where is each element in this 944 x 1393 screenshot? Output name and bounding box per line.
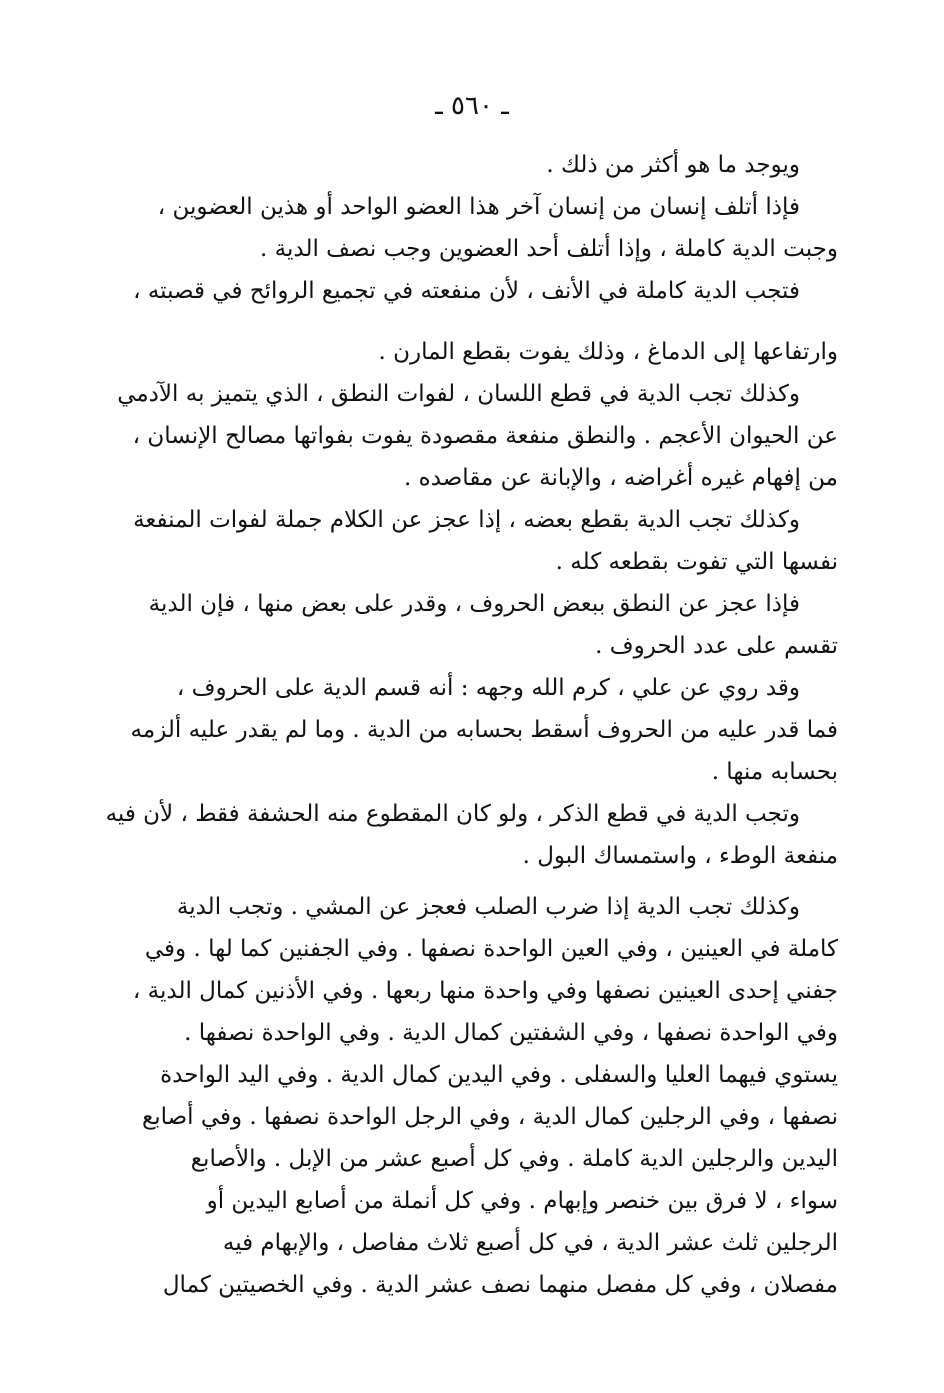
text-block-top [102, 144, 838, 312]
text-line: منفعة الوطء ، واستمساك البول . [522, 843, 838, 869]
text-line: نصفها ، وفي الرجلين كمال الدية ، وفي الرجل الواحدة نصفها . وفي أصابع [141, 1104, 838, 1130]
text-line: وتجب الدية في قطع الذكر ، ولو كان المقطوع منه الحشفة فقط ، لأن فيه [105, 801, 800, 827]
text-line: الرجلين ثلث عشر الدية ، في كل أصبع ثلاث مفاصل ، والإبهام فيه [222, 1230, 838, 1256]
text-line: نفسها التي تفوت بقطعه كله . [555, 549, 838, 575]
text-line: تقسم على عدد الحروف . [595, 633, 838, 659]
text-line: ويوجد ما هو أكثر من ذلك . [546, 152, 800, 178]
text-line: وفي الواحدة نصفها ، وفي الشفتين كمال الدية . وفي الواحدة نصفها . [184, 1020, 838, 1046]
text-line: جفني إحدى العينين نصفها وفي واحدة منها ربعها . وفي الأذنين كمال الدية ، [132, 978, 838, 1004]
text-line: كاملة في العينين ، وفي العين الواحدة نصفها . وفي الجفنين كما لها . وفي [144, 936, 838, 962]
page-number: ـ ٥٦٠ ـ [435, 91, 509, 121]
text-line: وكذلك تجب الدية بقطع بعضه ، إذا عجز عن الكلام جملة لفوات المنفعة [133, 507, 800, 533]
text-line: اليدين والرجلين الدية كاملة . وفي كل أصبع عشر من الإبل . والأصابع [190, 1146, 838, 1172]
text-line: من إفهام غيره أغراضه ، والإبانة عن مقاصده . [404, 465, 838, 491]
text-line: فتجب الدية كاملة في الأنف ، لأن منفعته في تجميع الروائح في قصبته ، [133, 278, 800, 304]
text-line: فما قدر عليه من الحروف أسقط بحسابه من الدية . وما لم يقدر عليه ألزمه [130, 717, 838, 743]
text-block-middle [102, 331, 838, 877]
text-line: وقد روي عن علي ، كرم الله وجهه : أنه قسم الدية على الحروف ، [176, 675, 800, 701]
text-line: وكذلك تجب الدية إذا ضرب الصلب فعجز عن المشي . وتجب الدية [176, 894, 800, 920]
text-line: بحسابه منها . [711, 759, 838, 785]
text-line: يستوي فيهما العليا والسفلى . وفي اليدين كمال الدية . وفي اليد الواحدة [160, 1062, 838, 1088]
text-line: وكذلك تجب الدية في قطع اللسان ، لفوات النطق ، الذي يتميز به الآدمي [117, 381, 800, 407]
text-line: فإذا أتلف إنسان من إنسان آخر هذا العضو الواحد أو هذين العضوين ، [157, 194, 800, 220]
text-block-bottom [102, 886, 838, 1306]
text-line: وارتفاعها إلى الدماغ ، وذلك يفوت بقطع المارن . [378, 339, 838, 365]
text-line: وجبت الدية كاملة ، وإذا أتلف أحد العضوين وجب نصف الدية . [260, 236, 838, 262]
text-line: عن الحيوان الأعجم . والنطق منفعة مقصودة يفوت بفواتها مصالح الإنسان ، [132, 423, 838, 449]
text-line: سواء ، لا فرق بين خنصر وإبهام . وفي كل أنملة من أصابع اليدين أو [206, 1188, 838, 1214]
text-line: فإذا عجز عن النطق ببعض الحروف ، وقدر على بعض منها ، فإن الدية [148, 591, 800, 617]
text-line: مفصلان ، وفي كل مفصل منهما نصف عشر الدية . وفي الخصيتين كمال [162, 1272, 838, 1298]
